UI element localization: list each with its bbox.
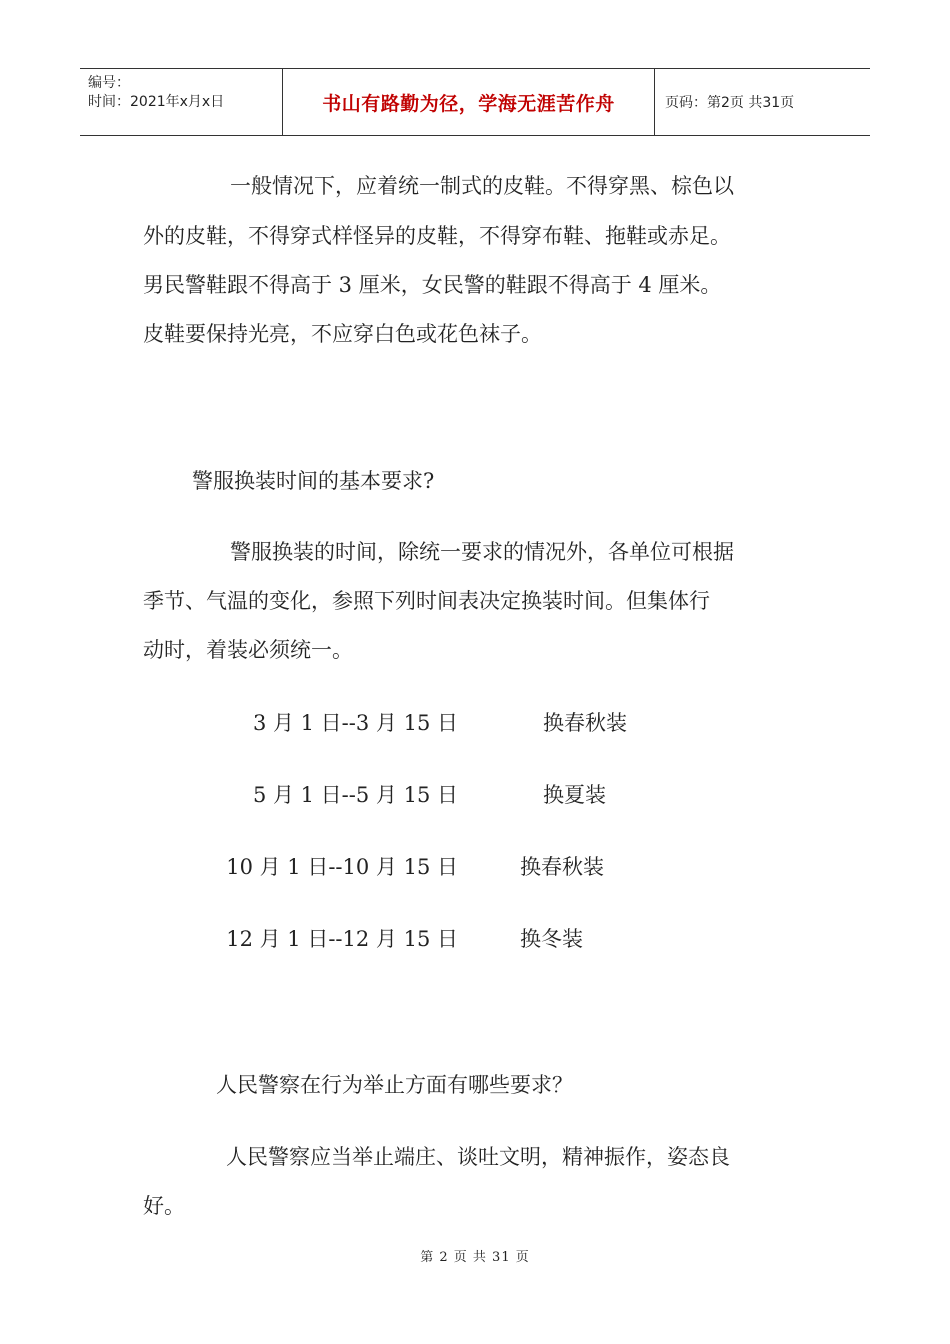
section3-line-2: 好。 (143, 1194, 185, 1218)
schedule-action: 换冬装 (520, 927, 583, 951)
schedule-dates: 12 月 1 日--12 月 15 日 (226, 927, 458, 951)
section1-line-4: 皮鞋要保持光亮，不应穿白色或花色袜子。 (143, 322, 542, 346)
section1-line-3: 男民警鞋跟不得高于 3 厘米，女民警的鞋跟不得高于 4 厘米。 (143, 273, 722, 297)
section2-line-1: 警服换装的时间，除统一要求的情况外，各单位可根据 (230, 540, 734, 564)
header-meta (80, 69, 283, 135)
schedule-dates: 5 月 1 日--5 月 15 日 (252, 783, 458, 807)
section3-question: 人民警察在行为举止方面有哪些要求？ (216, 1073, 573, 1097)
section2-line-3: 动时，着装必须统一。 (143, 638, 353, 662)
header-motto: 书山有路勤为径，学海无涯苦作舟 (322, 92, 615, 115)
schedule-action: 换春秋装 (520, 855, 604, 879)
section2-question: 警服换装时间的基本要求? (192, 469, 435, 493)
document-time-label: 时间：2021年x月x日 (88, 94, 225, 110)
section1-line-1: 一般情况下，应着统一制式的皮鞋。不得穿黑、棕色以 (230, 174, 734, 198)
schedule-action: 换春秋装 (543, 711, 627, 735)
page-footer: 第 2 页 共 31 页 (420, 1250, 530, 1265)
section3-line-1: 人民警察应当举止端庄、谈吐文明，精神振作，姿态良 (226, 1145, 730, 1169)
header-motto-cell (283, 69, 655, 135)
schedule-dates: 10 月 1 日--10 月 15 日 (226, 855, 458, 879)
header-page-info-cell (655, 69, 870, 135)
section1-line-2: 外的皮鞋，不得穿式样怪异的皮鞋，不得穿布鞋、拖鞋或赤足。 (143, 224, 731, 248)
header-page-info: 页码：第2页 共31页 (665, 95, 795, 111)
document-number-label: 编号： (88, 75, 130, 91)
page-header (80, 68, 870, 136)
schedule-action: 换夏装 (543, 783, 606, 807)
schedule-dates: 3 月 1 日--3 月 15 日 (252, 711, 458, 735)
section2-line-2: 季节、气温的变化，参照下列时间表决定换装时间。但集体行 (143, 589, 710, 613)
